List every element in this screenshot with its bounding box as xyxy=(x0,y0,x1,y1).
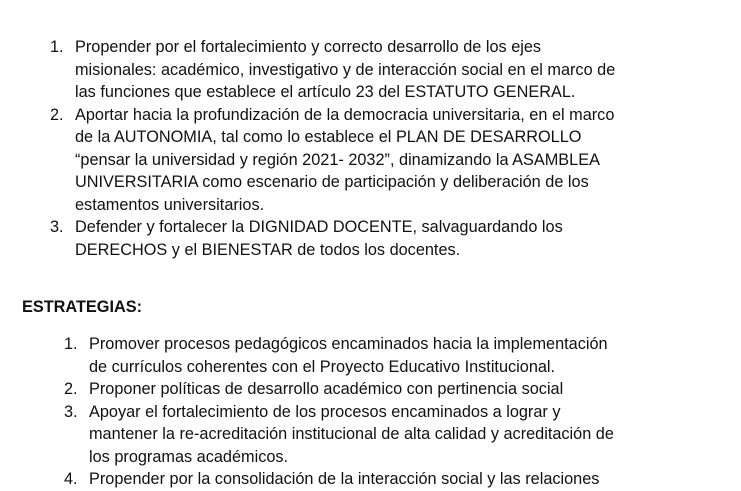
objective-number: 1. xyxy=(50,38,64,56)
objective-line: las funciones que establece el artículo 23 del ESTATUTO GENERAL. xyxy=(75,83,576,101)
strategy-line: mantener la re-acreditación institucional de alta calidad y acreditación de xyxy=(89,425,614,443)
strategies-heading: ESTRATEGIAS: xyxy=(22,298,143,316)
strategy-number: 2. xyxy=(64,380,78,398)
strategy-line: Proponer políticas de desarrollo académico con pertinencia social xyxy=(89,380,564,398)
objective-number: 2. xyxy=(50,105,64,124)
objective-line: estamentos universitarios. xyxy=(75,195,265,214)
objective-line: “pensar la universidad y región 2021- 2032”, dinamizando la ASAMBLEA xyxy=(75,150,600,169)
objective-line: Aportar hacia la profundización de la democracia universitaria, en el marco xyxy=(75,105,615,124)
objective-line: UNIVERSITARIA como escenario de participación y deliberación de los xyxy=(75,173,589,191)
objective-item xyxy=(50,216,740,261)
objective-line: de la AUTONOMIA, tal como lo establece el PLAN DE DESARROLLO xyxy=(75,128,582,146)
objective-line: DERECHOS y el BIENESTAR de todos los docentes. xyxy=(75,240,461,259)
strategy-line: Apoyar el fortalecimiento de los procesos encaminados a lograr y xyxy=(89,402,561,421)
strategy-number: 4. xyxy=(64,470,78,488)
strategy-item xyxy=(64,401,740,469)
strategy-line: Propender por la consolidación de la interacción social y las relaciones xyxy=(89,470,600,488)
strategy-number: 3. xyxy=(64,402,78,421)
strategy-line: los programas académicos. xyxy=(89,447,289,466)
strategy-item xyxy=(64,333,740,378)
objective-item xyxy=(50,36,740,104)
strategy-item xyxy=(64,468,740,491)
strategy-number: 1. xyxy=(64,335,78,353)
strategy-line: Promover procesos pedagógicos encaminados hacia la implementación xyxy=(89,335,608,353)
objective-number: 3. xyxy=(50,218,64,236)
objective-line: Defender y fortalecer la DIGNIDAD DOCENTE, salvaguardando los xyxy=(75,218,563,236)
strategy-line: de currículos coherentes con el Proyecto Educativo Institucional. xyxy=(89,357,556,376)
strategies-list xyxy=(64,333,740,491)
objective-line: misionales: académico, investigativo y de interacción social en el marco de xyxy=(75,60,616,79)
objective-line: Propender por el fortalecimiento y correcto desarrollo de los ejes xyxy=(75,38,542,56)
objective-item xyxy=(50,104,740,217)
objectives-list xyxy=(50,36,740,261)
strategy-item xyxy=(64,378,740,401)
